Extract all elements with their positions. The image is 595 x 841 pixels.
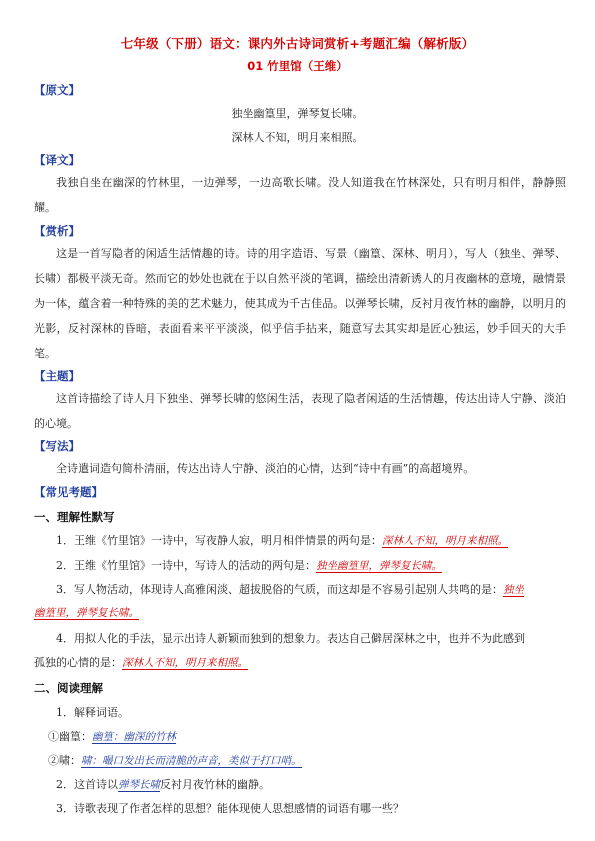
reading-answer-2: 弹琴长啸 (118, 779, 160, 791)
appreciation-text: 这是一首写隐者的闲适生活情趣的诗。诗的用字造语、写景（幽篁、深林、明月），写人（独坐、弹琴、长啸）都极平淡无奇。然而它的妙处也就在于以自然平淡的笔调，描绘出清新诱人的月夜幽林的意境，融情景为一体，蕴含着一种特殊的美的艺术魅力，使其成为千古佳品。以弹琴长啸，反衬月夜竹林的幽静，以明月的光影，反衬深林的昏暗，表面看来平平淡淡，似乎信手拈来，随意写去其实却是匠心独运，妙手回天的大手笔。 (34, 247, 566, 360)
section-heading-xiefa: 【写法】 (34, 439, 80, 453)
question-1-text: 1．王维《竹里馆》一诗中，写夜静人寂，明月相伴情景的两句是： (56, 534, 382, 547)
reading-question-1: 1．解释词语。 (56, 706, 129, 719)
poem-line-2: 深林人不知，明月来相照。 (231, 131, 364, 144)
question-2 (56, 557, 442, 573)
question-3-text: 3．写人物活动，体现诗人高雅闲淡、超拔脱俗的气质，而这却是不容易引起别人共鸣的是： (56, 583, 503, 596)
reading-question-2-pre: 2．这首诗以 (56, 778, 118, 791)
question-1 (56, 532, 508, 548)
answer-3-part-a: 独坐 (503, 584, 524, 596)
question-2-text: 2．王维《竹里馆》一诗中，写诗人的活动的两句是： (56, 559, 316, 572)
reading-question-3: 3．诗歌表现了作者怎样的思想？能体现使人思想感情的词语有哪一些？ (56, 802, 404, 815)
reading-question-2 (56, 776, 270, 792)
part1-heading: 一、理解性默写 (34, 510, 115, 524)
poem-title: 01 竹里馆（王维） (247, 59, 348, 73)
poem-line-1: 独坐幽篁里，弹琴复长啸。 (231, 107, 364, 120)
technique-text: 全诗遣词造句简朴清丽，传达出诗人宁静、淡泊的心情，达到“诗中有画”的高超境界。 (56, 462, 475, 475)
section-heading-yuanwen: 【原文】 (34, 83, 80, 97)
question-3 (56, 581, 524, 597)
question-4: 4．用拟人化的手法，显示出诗人新颖而独到的想象力。表达自己僻居深林之中，也并不为此感到 (56, 632, 525, 645)
word-2-label: ②啸： (48, 754, 81, 767)
section-heading-shangxi: 【赏析】 (34, 224, 80, 238)
answer-4: 深林人不知，明月来相照。 (122, 657, 248, 669)
question-3-continued (34, 605, 139, 620)
answer-1: 深林人不知，明月来相照。 (382, 535, 508, 547)
answer-2: 独坐幽篁里，弹琴复长啸。 (316, 560, 442, 572)
word-1 (48, 728, 176, 744)
translation-text: 我独自坐在幽深的竹林里，一边弹琴，一边高歌长啸。没人知道我在竹林深处，只有明月相伴，静静照耀。 (34, 176, 566, 214)
reading-question-2-post: 反衬月夜竹林的幽静。 (160, 778, 270, 791)
part2-heading: 二、阅读理解 (34, 681, 103, 695)
word-2 (48, 752, 302, 768)
word-1-label: ①幽篁： (48, 730, 92, 743)
section-heading-zhuti: 【主题】 (34, 369, 80, 383)
question-4-continued (34, 654, 248, 670)
word-1-answer: 幽篁：幽深的竹林 (92, 731, 176, 743)
answer-3-part-b: 幽篁里，弹琴复长啸。 (34, 607, 139, 619)
section-heading-kaoti: 【常见考题】 (34, 485, 103, 499)
word-2-answer: 啸：嘬口发出长而清脆的声音，类似于打口哨。 (81, 755, 302, 767)
document-title: 七年级（下册）语文：课内外古诗词赏析+考题汇编（解析版） (120, 36, 475, 51)
theme-text: 这首诗描绘了诗人月下独坐、弹琴长啸的悠闲生活，表现了隐者闲适的生活情趣，传达出诗人宁静、淡泊的心境。 (34, 392, 566, 430)
section-heading-yiwen: 【译文】 (34, 153, 80, 167)
question-4-text-b: 孤独的心情的是： (34, 656, 122, 669)
